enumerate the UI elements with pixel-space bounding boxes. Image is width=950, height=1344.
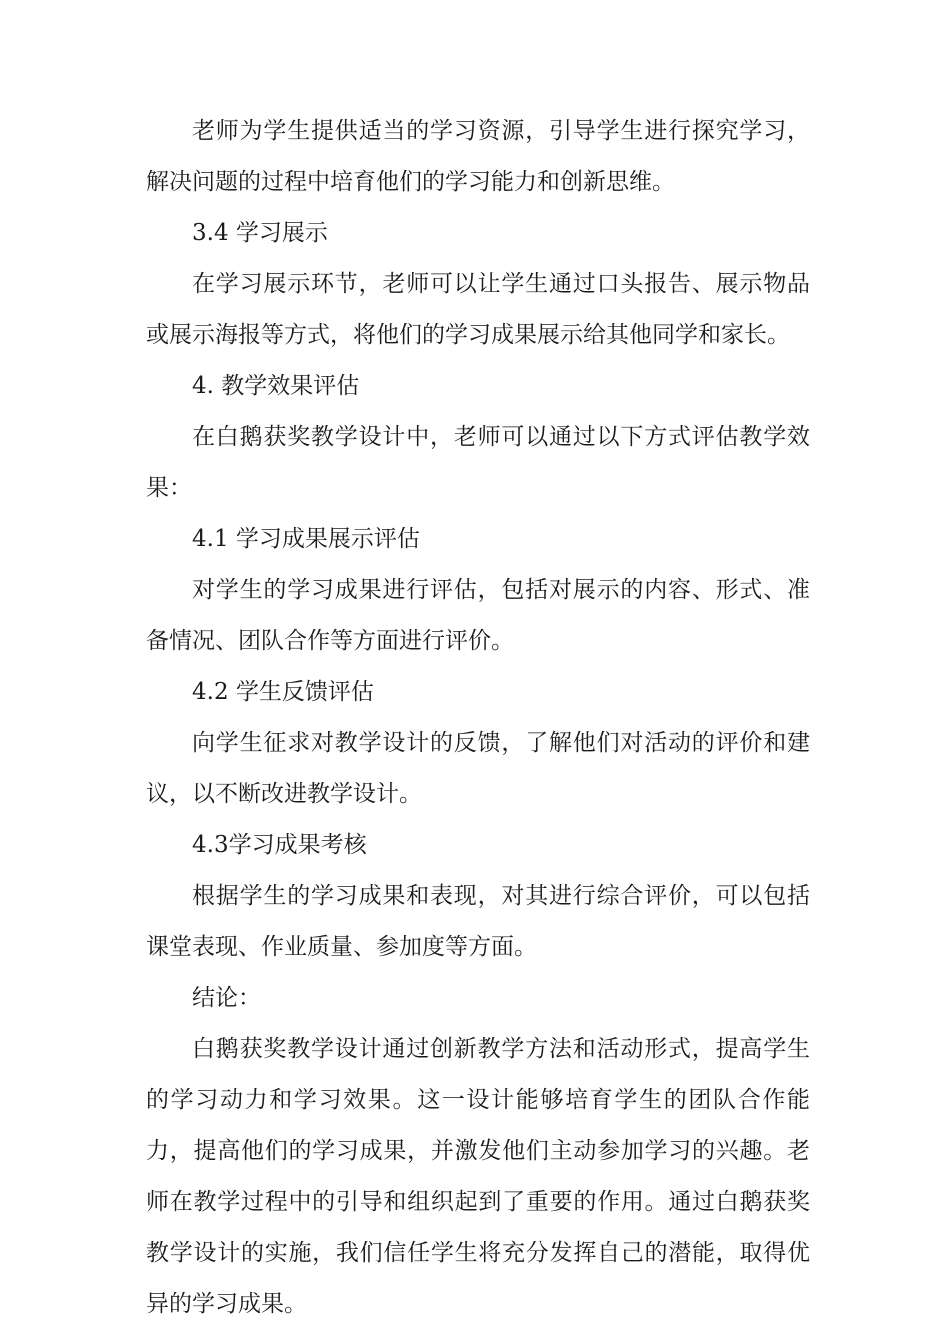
heading-4-teaching-evaluation: 4. 教学效果评估 <box>192 373 360 399</box>
heading-conclusion: 结论： <box>192 985 261 1011</box>
heading-4-3-assessment: 4.3学习成果考核 <box>192 832 367 858</box>
paragraph-assessment: 根据学生的学习成果和表现，对其进行综合评价，可以包括课堂表现、作业质量、参加度等方面。 <box>146 883 810 960</box>
document-page <box>146 106 810 1330</box>
heading-4-2-feedback-evaluation: 4.2 学生反馈评估 <box>192 679 374 705</box>
paragraph-evaluation-intro: 在白鹅获奖教学设计中，老师可以通过以下方式评估教学效果： <box>146 424 810 501</box>
paragraph-learning-resources: 老师为学生提供适当的学习资源，引导学生进行探究学习，解决问题的过程中培育他们的学习能力和创新思维。 <box>146 118 810 195</box>
heading-4-1-showcase-evaluation: 4.1 学习成果展示评估 <box>192 526 420 552</box>
paragraph-showcase-methods: 在学习展示环节，老师可以让学生通过口头报告、展示物品或展示海报等方式，将他们的学习成果展示给其他同学和家长。 <box>146 271 810 348</box>
paragraph-showcase-evaluation: 对学生的学习成果进行评估，包括对展示的内容、形式、准备情况、团队合作等方面进行评价。 <box>146 577 810 654</box>
paragraph-conclusion: 白鹅获奖教学设计通过创新教学方法和活动形式，提高学生的学习动力和学习效果。这一设计能够培育学生的团队合作能力，提高他们的学习成果，并激发他们主动参加学习的兴趣。老师在教学过程中的引导和组织起到了重要的作用。通过白鹅获奖教学设计的实施，我们信任学生将充分发挥自己的潜能，取得优异的学习成果。 <box>146 1036 810 1317</box>
heading-3-4-learning-showcase: 3.4 学习展示 <box>192 220 328 246</box>
paragraph-feedback-evaluation: 向学生征求对教学设计的反馈，了解他们对活动的评价和建议，以不断改进教学设计。 <box>146 730 810 807</box>
